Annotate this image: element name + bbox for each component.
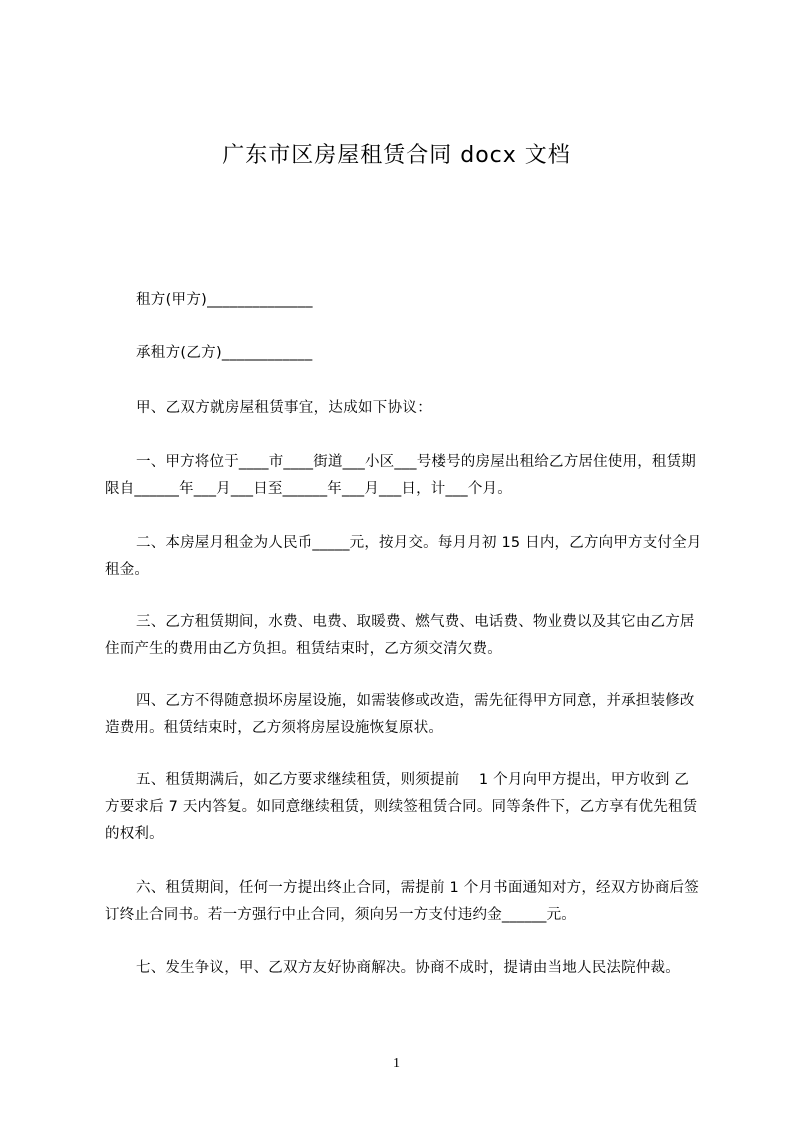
clause-7: 七、发生争议，甲、乙双方友好协商解决。协商不成时，提请由当地人民法院仲裁。 — [136, 960, 680, 976]
clause-2: 二、本房屋月租金为人民币_____元，按月交。每月月初 15 日内，乙方向甲方支付全月租金。 — [105, 535, 702, 578]
lessee-line: 承租方(乙方)____________ — [136, 345, 313, 361]
clause-3: 三、乙方租赁期间，水费、电费、取暖费、燃气费、电话费、物业费以及其它由乙方居住而产生的费用由乙方负担。租赁结束时，乙方须交清欠费。 — [105, 614, 695, 657]
lessor-line: 租方(甲方)______________ — [136, 292, 313, 308]
clause-4: 四、乙方不得随意损坏房屋设施，如需装修或改造，需先征得甲方同意，并承担装修改造费用。租赁结束时，乙方须将房屋设施恢复原状。 — [105, 693, 695, 736]
document-title: 广东市区房屋租赁合同 docx 文档 — [222, 143, 571, 168]
intro-line: 甲、乙双方就房屋租赁事宜，达成如下协议： — [136, 400, 432, 416]
clause-6: 六、租赁期间，任何一方提出终止合同，需提前 1 个月书面通知对方，经双方协商后签订终止合同书。若一方强行中止合同，须向另一方支付违约金______元。 — [105, 880, 699, 923]
clause-5: 五、租赁期满后，如乙方要求继续租赁，则须提前 1 个月向甲方提出，甲方收到 乙方要求后 7 天内答复。如同意继续租赁，则续签租赁合同。同等条件下，乙方享有优先租赁的权利。 — [105, 772, 698, 842]
clause-1: 一、甲方将位于____市____街道___小区___号楼号的房屋出租给乙方居住使用，租赁期限自______年___月___日至______年___月___日，计___个月。 — [105, 454, 696, 497]
page-number: 1 — [393, 1056, 400, 1071]
